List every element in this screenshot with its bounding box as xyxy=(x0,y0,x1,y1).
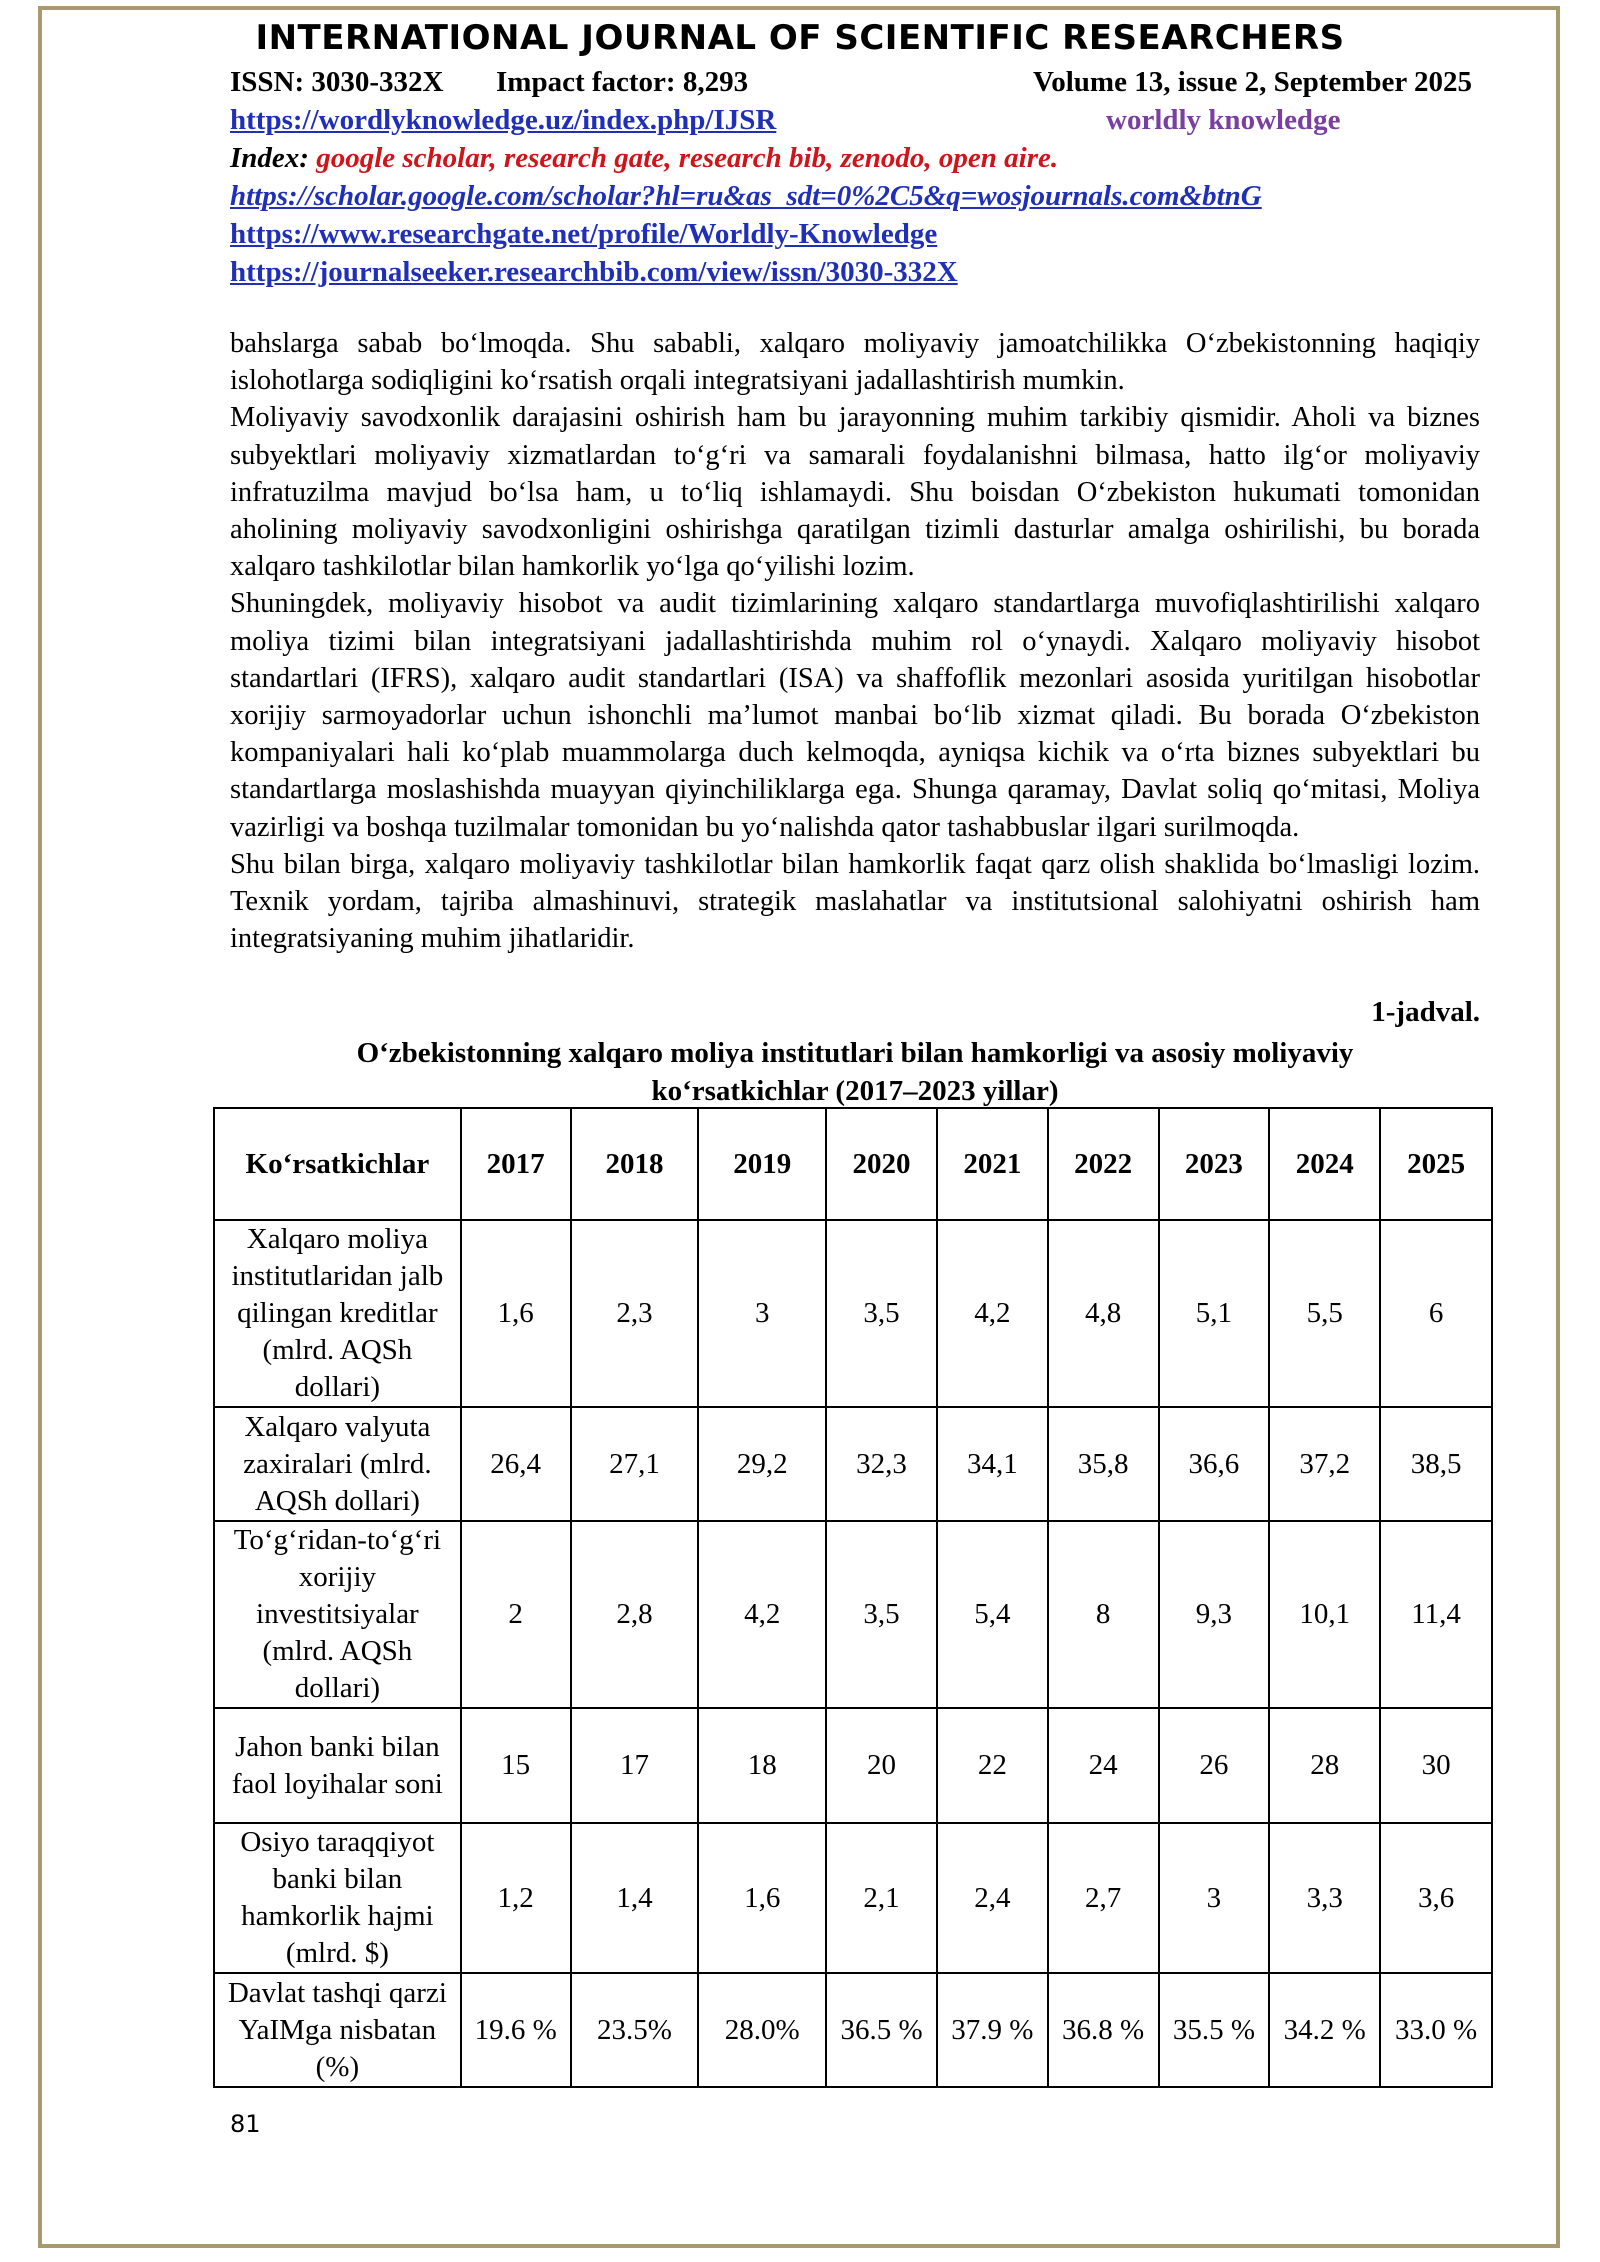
header-cell: Ko‘rsatkichlar xyxy=(214,1108,461,1220)
row-label: Davlat tashqi qarzi YaIMga nisbatan (%) xyxy=(214,1973,461,2087)
table-header-row xyxy=(214,1108,1492,1220)
table-cell: 28.0% xyxy=(698,1973,826,2087)
table-cell: 3,3 xyxy=(1269,1823,1380,1973)
volume-info: Volume 13, issue 2, September 2025 xyxy=(1032,66,1472,98)
table-cell: 1,6 xyxy=(698,1823,826,1973)
table-cell: 37.9 % xyxy=(937,1973,1048,2087)
table-cell: 5,1 xyxy=(1159,1220,1270,1407)
header-cell: 2018 xyxy=(571,1108,699,1220)
table-caption-line: O‘zbekistonning xalqaro moliya institutlari bilan hamkorligi va asosiy moliyaviy xyxy=(356,1037,1354,1069)
table-cell: 4,2 xyxy=(698,1521,826,1708)
table-cell: 4,8 xyxy=(1048,1220,1159,1407)
header-cell: 2021 xyxy=(937,1108,1048,1220)
paragraph: Moliyaviy savodxonlik darajasini oshirish ham bu jarayonning muhim tarkibiy qismidir. Aholi va biznes subyektlari moliyaviy xizmatlardan to‘g‘ri va samarali foydalanishni bilmasa, hatto ilg‘or moliyaviy infratuzilma mavjud bo‘lsa ham, u to‘liq ishlamaydi. Shu boisdan O‘zbekiston hukumati tomonidan aholining moliyaviy savodxonligini oshirishga qaratilgan tizimli dasturlar amalga oshirilishi, bu borada xalqaro tashkilotlar bilan hamkorlik yo‘lga qo‘yilishi lozim. xyxy=(230,402,1480,583)
table-cell: 27,1 xyxy=(571,1407,699,1521)
row-label: Xalqaro moliya institutlaridan jalb qilingan kreditlar (mlrd. AQSh dollari) xyxy=(214,1220,461,1407)
table-cell: 2 xyxy=(461,1521,571,1708)
table-cell: 17 xyxy=(571,1708,699,1823)
table-cell: 28 xyxy=(1269,1708,1380,1823)
table-cell: 4,2 xyxy=(937,1220,1048,1407)
table-cell: 26,4 xyxy=(461,1407,571,1521)
row-label: Jahon banki bilan faol loyihalar soni xyxy=(214,1708,461,1823)
table-cell: 30 xyxy=(1380,1708,1492,1823)
scholar-link[interactable]: https://scholar.google.com/scholar?hl=ru&as_sdt=0%2C5&q=wosjournals.com&btnG xyxy=(230,180,1262,212)
paragraph: Shu bilan birga, xalqaro moliyaviy tashkilotlar bilan hamkorlik faqat qarz olish shaklida bo‘lmasligi lozim. Texnik yordam, tajriba almashinuvi, strategik maslahatlar va institutsional salohiyatni oshirish ham integratsiyaning muhim jihatlaridir. xyxy=(230,848,1480,955)
table-cell: 3 xyxy=(1159,1823,1270,1973)
table-row xyxy=(214,1407,1492,1521)
table-cell: 1,6 xyxy=(461,1220,571,1407)
header-cell: 2025 xyxy=(1380,1108,1492,1220)
impact-factor: Impact factor: 8,293 xyxy=(496,66,749,98)
table-cell: 3,5 xyxy=(826,1220,937,1407)
index-list: google scholar, research gate, research bib, zenodo, open aire. xyxy=(316,142,1059,174)
issn-text: ISSN: 3030-332X xyxy=(230,66,444,98)
row-label: Xalqaro valyuta zaxiralari (mlrd. AQSh dollari) xyxy=(214,1407,461,1521)
table-cell: 23.5% xyxy=(571,1973,699,2087)
header-cell: 2022 xyxy=(1048,1108,1159,1220)
table-cell: 3,6 xyxy=(1380,1823,1492,1973)
header-cell: 2023 xyxy=(1159,1108,1270,1220)
indicators-table xyxy=(213,1107,1493,2088)
table-cell: 6 xyxy=(1380,1220,1492,1407)
table-cell: 1,4 xyxy=(571,1823,699,1973)
table-row xyxy=(214,1220,1492,1407)
page-number: 81 xyxy=(230,2110,261,2138)
table-cell: 36,6 xyxy=(1159,1407,1270,1521)
table-cell: 29,2 xyxy=(698,1407,826,1521)
table-row xyxy=(214,1823,1492,1973)
table-cell: 36.8 % xyxy=(1048,1973,1159,2087)
table-cell: 2,7 xyxy=(1048,1823,1159,1973)
researchgate-link[interactable]: https://www.researchgate.net/profile/Worldly-Knowledge xyxy=(230,218,938,250)
paragraph: Shuningdek, moliyaviy hisobot va audit tizimlarining xalqaro standartlarga muvofiqlashtirilishi xalqaro moliya tizimi bilan integratsiyani jadallashtirishda muhim rol o‘ynaydi. Xalqaro moliyaviy hisobot standartlari (IFRS), xalqaro audit standartlari (ISA) va shaffoflik mezonlari asosida yuritilgan hisobotlar xorijiy sarmoyadorlar uchun ishonchli ma’lumot manbai bo‘lib xizmat qiladi. Bu borada O‘zbekiston kompaniyalari hali ko‘plab muammolarga duch kelmoqda, ayniqsa kichik va o‘rta biznes subyektlari bu standartlarga moslashishda muayyan qiyinchiliklarga ega. Shunga qaramay, Davlat soliq qo‘mitasi, Moliya vazirligi va boshqa tuzilmalar tomonidan bu yo‘nalishda qator tashabbuslar ilgari surilmoqda. xyxy=(230,588,1480,843)
table-cell: 35.5 % xyxy=(1159,1973,1270,2087)
table-cell: 15 xyxy=(461,1708,571,1823)
row-label: To‘g‘ridan-to‘g‘ri xorijiy investitsiyalar (mlrd. AQSh dollari) xyxy=(214,1521,461,1708)
article-body xyxy=(230,325,1480,957)
index-line xyxy=(230,142,1058,175)
journal-title: INTERNATIONAL JOURNAL OF SCIENTIFIC RESEARCHERS xyxy=(255,18,1345,58)
header-cell: 2020 xyxy=(826,1108,937,1220)
journal-url-link[interactable]: https://wordlyknowledge.uz/index.php/IJSR xyxy=(230,104,777,136)
table-cell: 3,5 xyxy=(826,1521,937,1708)
table-row xyxy=(214,1521,1492,1708)
table-cell: 18 xyxy=(698,1708,826,1823)
table-cell: 24 xyxy=(1048,1708,1159,1823)
paragraph: bahslarga sabab bo‘lmoqda. Shu sababli, xalqaro moliyaviy jamoatchilikka O‘zbekistonning haqiqiy islohotlarga sodiqligini ko‘rsatish orqali integratsiyani jadallashtirish mumkin. xyxy=(230,328,1480,397)
table-cell: 9,3 xyxy=(1159,1521,1270,1708)
table-cell: 3 xyxy=(698,1220,826,1407)
table-cell: 37,2 xyxy=(1269,1407,1380,1521)
table-cell: 22 xyxy=(937,1708,1048,1823)
table-caption-line: ko‘rsatkichlar (2017–2023 yillar) xyxy=(651,1075,1059,1107)
table-cell: 34,1 xyxy=(937,1407,1048,1521)
table-cell: 5,5 xyxy=(1269,1220,1380,1407)
table-cell: 19.6 % xyxy=(461,1973,571,2087)
header-cell: 2024 xyxy=(1269,1108,1380,1220)
table-cell: 2,4 xyxy=(937,1823,1048,1973)
table-cell: 36.5 % xyxy=(826,1973,937,2087)
researchbib-link[interactable]: https://journalseeker.researchbib.com/view/issn/3030-332X xyxy=(230,256,958,288)
table-cell: 2,1 xyxy=(826,1823,937,1973)
table-cell: 20 xyxy=(826,1708,937,1823)
table-caption xyxy=(230,1034,1480,1110)
table-cell: 2,8 xyxy=(571,1521,699,1708)
table-cell: 34.2 % xyxy=(1269,1973,1380,2087)
table-cell: 32,3 xyxy=(826,1407,937,1521)
index-label: Index: xyxy=(230,142,309,174)
header-cell: 2017 xyxy=(461,1108,571,1220)
table-cell: 11,4 xyxy=(1380,1521,1492,1708)
table-row xyxy=(214,1973,1492,2087)
table-cell: 5,4 xyxy=(937,1521,1048,1708)
table-cell: 33.0 % xyxy=(1380,1973,1492,2087)
table-cell: 10,1 xyxy=(1269,1521,1380,1708)
table-cell: 35,8 xyxy=(1048,1407,1159,1521)
table-cell: 26 xyxy=(1159,1708,1270,1823)
table-cell: 38,5 xyxy=(1380,1407,1492,1521)
table-cell: 2,3 xyxy=(571,1220,699,1407)
table-reference: 1-jadval. xyxy=(1371,996,1480,1028)
table-cell: 1,2 xyxy=(461,1823,571,1973)
header-cell: 2019 xyxy=(698,1108,826,1220)
table-row xyxy=(214,1708,1492,1823)
publisher-name: worldly knowledge xyxy=(1106,104,1341,136)
table-cell: 8 xyxy=(1048,1521,1159,1708)
row-label: Osiyo taraqqiyot banki bilan hamkorlik hajmi (mlrd. $) xyxy=(214,1823,461,1973)
